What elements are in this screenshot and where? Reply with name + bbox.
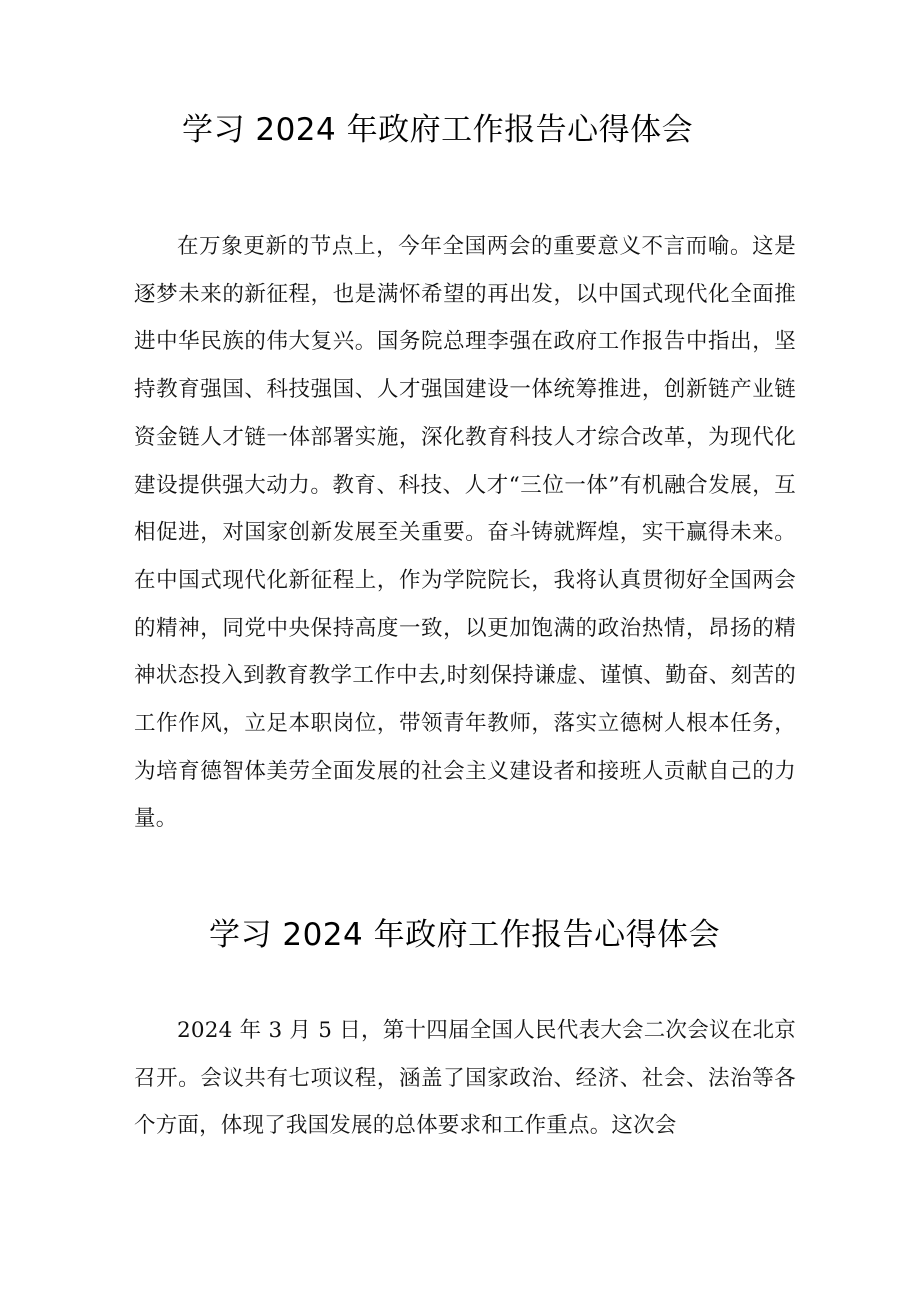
section-2-paragraph: 2024 年 3 月 5 日，第十四届全国人民代表大会二次会议在北京召开。会议共有七项议程，涵盖了国家政治、经济、社会、法治等各个方面，体现了我国发展的总体要求和工作重点。这次会 <box>134 1018 796 1139</box>
section-2-title: 学习 2024 年政府工作报告心得体会 <box>209 917 721 953</box>
section-1-paragraph: 在万象更新的节点上，今年全国两会的重要意义不言而喻。这是逐梦未来的新征程，也是满怀希望的再出发，以中国式现代化全面推进中华民族的伟大复兴。国务院总理李强在政府工作报告中指出，坚持教育强国、科技强国、人才强国建设一体统筹推进，创新链产业链资金链人才链一体部署实施，深化教育科技人才综合改革，为现代化建设提供强大动力。教育、科技、人才“三位一体”有机融合发展，互相促进，对国家创新发展至关重要。奋斗铸就辉煌，实干赢得未来。在中国式现代化新征程上，作为学院院长，我将认真贯彻好全国两会的精神，同党中央保持高度一致，以更加饱满的政治热情，昂扬的精神状态投入到教育教学工作中去,时刻保持谦虚、谨慎、勤奋、刻苦的工作作风，立足本职岗位，带领青年教师，落实立德树人根本任务，为培育德智体美劳全面发展的社会主义建设者和接班人贡献自己的力量。 <box>134 234 796 832</box>
section-1-title: 学习 2024 年政府工作报告心得体会 <box>182 112 694 148</box>
